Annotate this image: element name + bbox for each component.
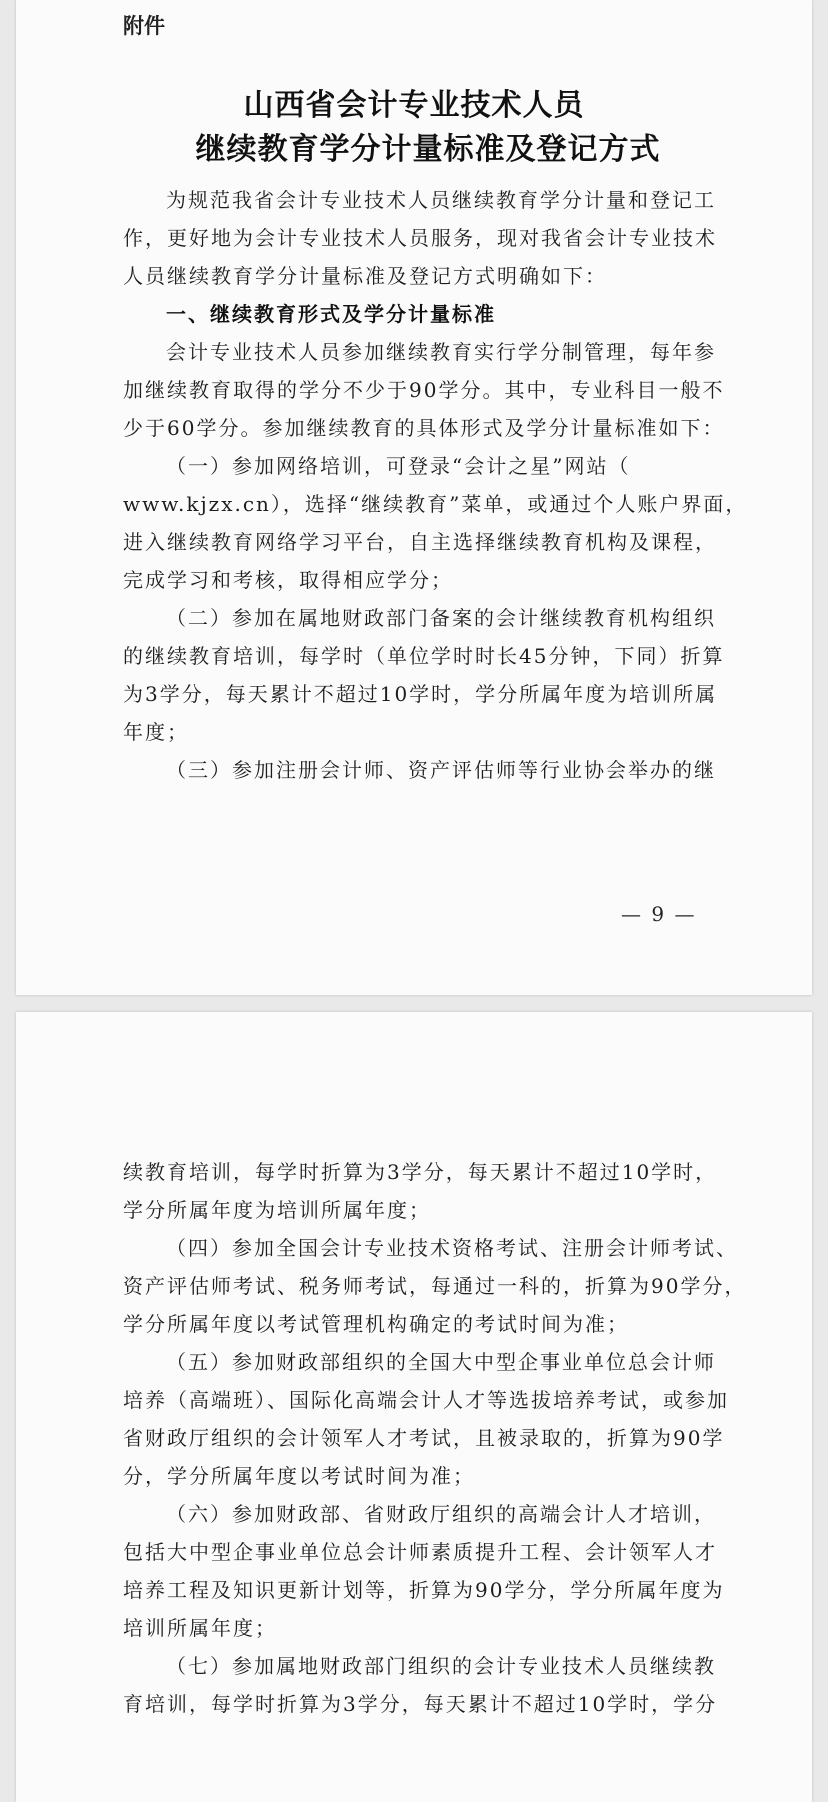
paragraph-line: （六）参加财政部、省财政厅组织的高端会计人才培训， [166, 1502, 716, 1526]
document-page-10 [16, 1012, 812, 1802]
paragraph-line: 少于60学分。参加继续教育的具体形式及学分计量标准如下： [123, 416, 725, 440]
paragraph-line: 培训所属年度； [123, 1616, 277, 1640]
paragraph-line: 加继续教育取得的学分不少于90学分。其中，专业科目一般不 [123, 378, 725, 402]
paragraph-line: 培养工程及知识更新计划等，折算为90学分，学分所属年度为 [123, 1578, 725, 1602]
paragraph-line: 会计专业技术人员参加继续教育实行学分制管理，每年参 [166, 340, 716, 364]
paragraph-line: （一）参加网络培训，可登录“会计之星”网站（ [166, 454, 631, 478]
paragraph-line: 包括大中型企事业单位总会计师素质提升工程、会计领军人才 [123, 1540, 717, 1564]
paragraph-line: 年度； [123, 720, 189, 744]
paragraph-line: （二）参加在属地财政部门备案的会计继续教育机构组织 [166, 606, 716, 630]
paragraph-line: 作，更好地为会计专业技术人员服务，现对我省会计专业技术 [123, 226, 717, 250]
paragraph-line: 学分所属年度为培训所属年度； [123, 1198, 431, 1222]
paragraph-line: 完成学习和考核，取得相应学分； [123, 568, 453, 592]
paragraph-line: 为规范我省会计专业技术人员继续教育学分计量和登记工 [166, 188, 716, 212]
paragraph-line: （七）参加属地财政部门组织的会计专业技术人员继续教 [166, 1654, 716, 1678]
paragraph-line: （四）参加全国会计专业技术资格考试、注册会计师考试、 [166, 1236, 738, 1260]
page-number: — 9 — [621, 902, 697, 926]
paragraph-line: 人员继续教育学分计量标准及登记方式明确如下： [123, 264, 607, 288]
paragraph-line: 学分所属年度以考试管理机构确定的考试时间为准； [123, 1312, 629, 1336]
document-title-line-1: 山西省会计专业技术人员 [243, 88, 585, 123]
paragraph-line: 省财政厅组织的会计领军人才考试，且被录取的，折算为90学 [123, 1426, 725, 1450]
paragraph-line: 分，学分所属年度以考试时间为准； [123, 1464, 475, 1488]
attachment-label: 附件 [123, 14, 165, 38]
paragraph-line: 培养（高端班）、国际化高端会计人才等选拔培养考试，或参加 [123, 1388, 729, 1412]
paragraph-line: 续教育培训，每学时折算为3学分，每天累计不超过10学时， [123, 1160, 718, 1184]
paragraph-line: 育培训，每学时折算为3学分，每天累计不超过10学时，学分 [123, 1692, 718, 1716]
paragraph-line: www.kjzx.cn），选择“继续教育”菜单，或通过个人账户界面， [123, 492, 748, 516]
paragraph-line: 为3学分，每天累计不超过10学时，学分所属年度为培训所属 [123, 682, 718, 706]
document-page-9 [16, 0, 812, 995]
paragraph-line: （三）参加注册会计师、资产评估师等行业协会举办的继 [166, 758, 716, 782]
paragraph-line: （五）参加财政部组织的全国大中型企事业单位总会计师 [166, 1350, 716, 1374]
paragraph-line: 资产评估师考试、税务师考试，每通过一科的，折算为90学分， [123, 1274, 747, 1298]
document-title-line-2: 继续教育学分计量标准及登记方式 [195, 132, 661, 167]
paragraph-line: 的继续教育培训，每学时（单位学时时长45分钟，下同）折算 [123, 644, 725, 668]
paragraph-line: 进入继续教育网络学习平台，自主选择继续教育机构及课程， [123, 530, 717, 554]
section-heading: 一、继续教育形式及学分计量标准 [166, 302, 496, 326]
